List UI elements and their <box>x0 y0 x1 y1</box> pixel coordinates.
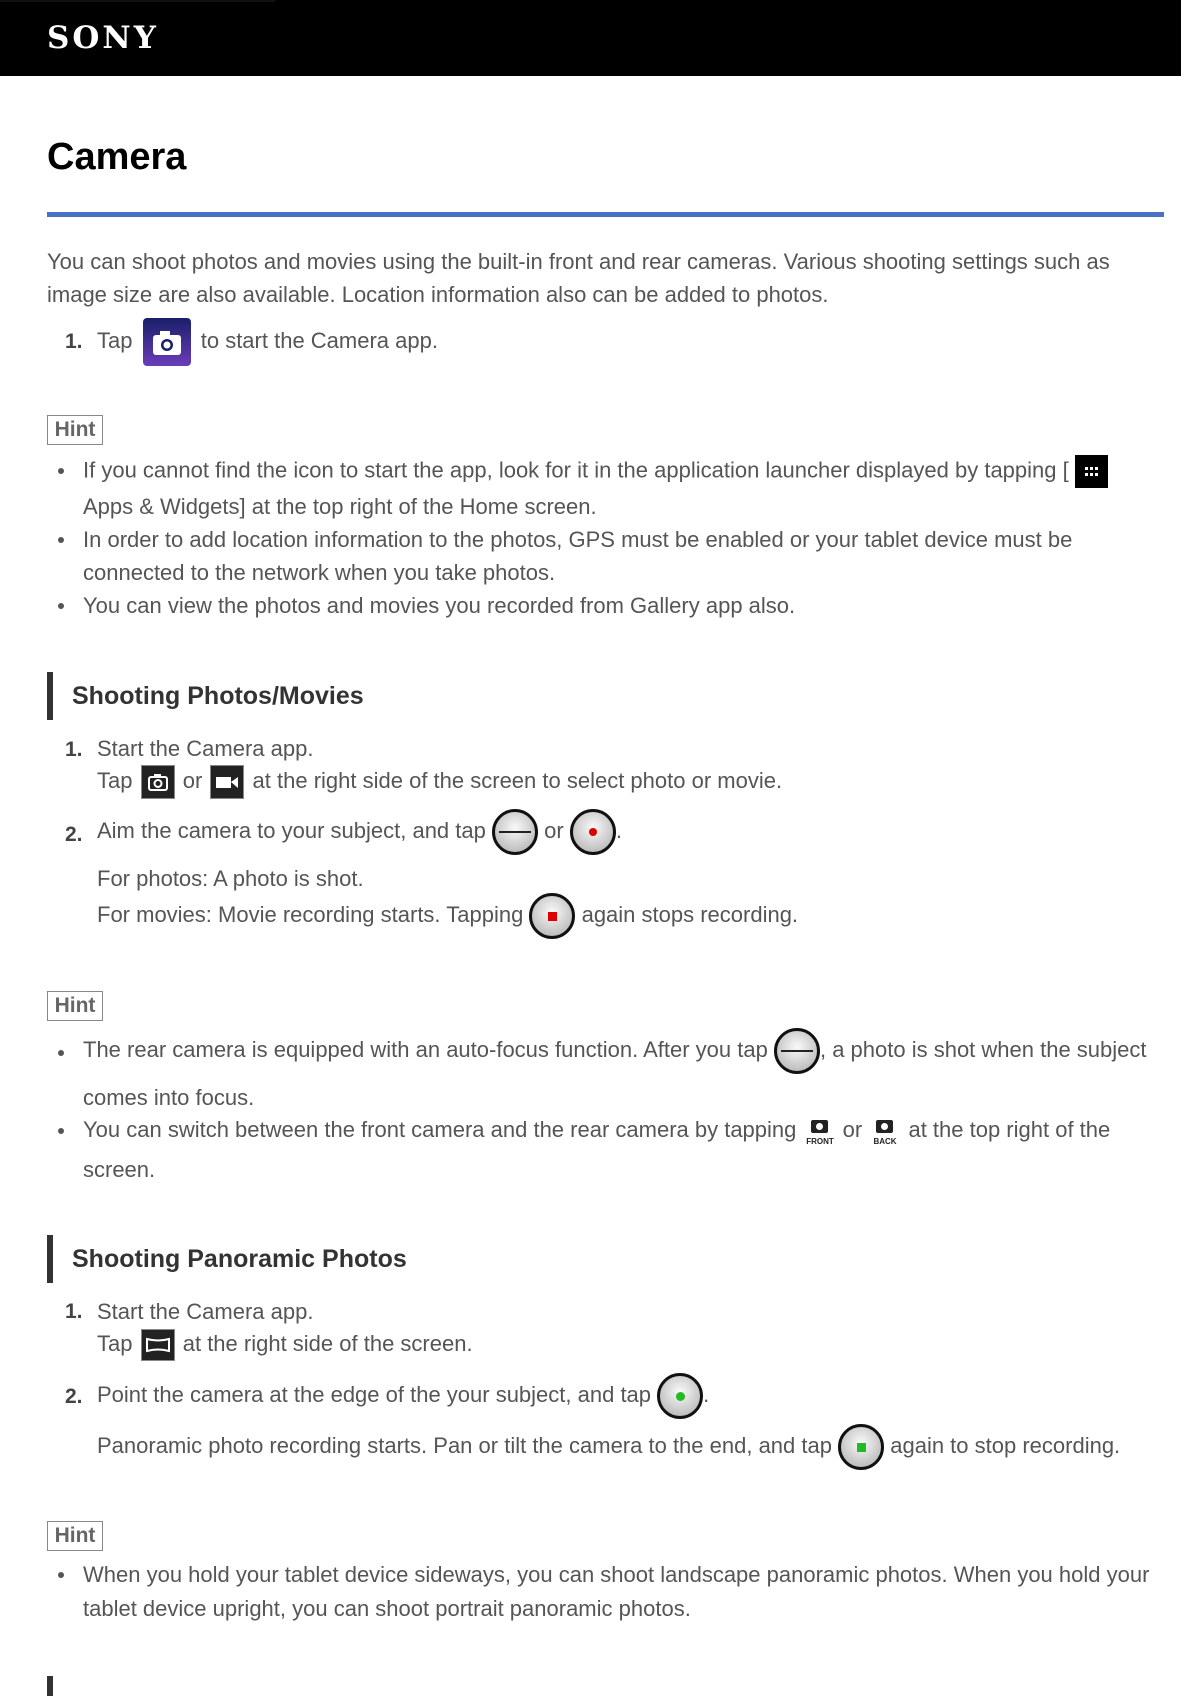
s2-line3-text: Panoramic photo recording starts. Pan or tilt the camera to the end, and tap <box>97 1432 832 1458</box>
intro-step <box>97 318 438 366</box>
intro-step-text: to start the Camera app. <box>200 327 438 353</box>
bullet <box>58 537 64 543</box>
camera-app-icon[interactable] <box>143 318 191 366</box>
hint2-item-1-post: , a photo is shot when the subject <box>819 1036 1147 1062</box>
section-bar <box>47 1235 53 1283</box>
s2-step2 <box>97 1373 709 1419</box>
step-number: 2. <box>65 1385 83 1408</box>
bullet <box>58 1050 64 1056</box>
s2-step2-text: Point the camera at the edge of the your subject, and tap <box>97 1381 652 1407</box>
hint2-item-2-line1 <box>83 1116 1110 1146</box>
shutter-button-icon[interactable] <box>492 809 538 855</box>
hint2-item-2-post: at the top right of the <box>908 1116 1111 1142</box>
hint3-line1: When you hold your tablet device sideways, you can shoot landscape panoramic photos. When you hold your <box>83 1562 1150 1587</box>
bullet <box>58 468 64 474</box>
s2-line3 <box>97 1424 1120 1470</box>
video-mode-icon[interactable] <box>210 765 244 799</box>
intro-step-tap: Tap <box>97 327 133 353</box>
front-label: FRONT <box>805 1137 834 1146</box>
s1-step1-rest: at the right side of the screen to select photo or movie. <box>252 767 783 793</box>
hint1-item-1-line1 <box>83 455 1108 488</box>
page-title: Camera <box>47 136 187 178</box>
sony-logo: SONY <box>47 20 159 56</box>
hint1-item-3: You can view the photos and movies you recorded from Gallery app also. <box>83 593 796 618</box>
s1-step1-line1: Start the Camera app. <box>97 736 314 761</box>
s1-step2-text: Aim the camera to your subject, and tap <box>97 817 486 843</box>
panorama-mode-icon[interactable] <box>141 1329 175 1361</box>
front-camera-switch-icon[interactable] <box>803 1116 837 1146</box>
period: . <box>703 1381 710 1407</box>
hint-label-2: Hint <box>47 991 103 1021</box>
movies-post: again stops recording. <box>581 901 799 927</box>
s1-step1-line2 <box>97 765 782 799</box>
stop-record-button-icon[interactable] <box>529 893 575 939</box>
hint2-item-1-text: The rear camera is equipped with an auto-focus function. After you tap <box>83 1036 768 1062</box>
back-label: BACK <box>873 1137 897 1146</box>
s2-line3-post: again to stop recording. <box>890 1432 1121 1458</box>
step-number: 1. <box>65 738 83 761</box>
shutter-button-icon[interactable] <box>774 1028 820 1074</box>
s2-step1-rest: at the right side of the screen. <box>182 1330 473 1356</box>
hint2-item-1-line2: comes into focus. <box>83 1085 255 1110</box>
hint2-item-1-line1 <box>83 1028 1147 1074</box>
movies-text: For movies: Movie recording starts. Tapping <box>97 901 524 927</box>
hint3-line2: tablet device upright, you can shoot portrait panoramic photos. <box>83 1596 691 1621</box>
photo-mode-icon[interactable] <box>141 765 175 799</box>
or-text: or <box>842 1116 863 1142</box>
bullet <box>58 603 64 609</box>
s1-movies-line <box>97 893 798 939</box>
back-camera-switch-icon[interactable] <box>868 1116 902 1146</box>
hint2-item-2-line2: screen. <box>83 1157 156 1182</box>
panorama-start-button-icon[interactable] <box>657 1373 703 1419</box>
hint1-item-1-text: If you cannot find the icon to start the app, look for it in the application launcher displayed by tapping [ <box>83 457 1069 483</box>
s2-step1-line2 <box>97 1329 473 1361</box>
hint-label-1: Hint <box>47 415 103 445</box>
section-title: Shooting Photos/Movies <box>72 682 364 710</box>
or-text: or <box>544 817 564 843</box>
next-section-bar <box>47 1676 53 1696</box>
top-header <box>0 0 1181 76</box>
tap-text: Tap <box>97 767 133 793</box>
title-rule <box>47 212 1164 217</box>
section-title: Shooting Panoramic Photos <box>72 1245 407 1273</box>
hint1-item-2-line1: In order to add location information to the photos, GPS must be enabled or your tablet device must be <box>83 527 1073 552</box>
record-button-icon[interactable] <box>570 809 616 855</box>
period: . <box>615 817 622 843</box>
section-bar <box>47 672 53 720</box>
hint1-item-2-line2: connected to the network when you take photos. <box>83 560 556 585</box>
intro-paragraph: You can shoot photos and movies using the built-in front and rear cameras. Various shooting settings such as image size are also available. Location information also can be added to photos. <box>47 249 1110 307</box>
s1-step2 <box>97 809 622 855</box>
s2-step1-line1: Start the Camera app. <box>97 1299 314 1324</box>
bullet <box>58 1128 64 1134</box>
step-number: 1. <box>65 1300 83 1323</box>
or-text: or <box>182 767 203 793</box>
step-number: 2. <box>65 823 83 846</box>
hint2-item-2-text: You can switch between the front camera and the rear camera by tapping <box>83 1116 797 1142</box>
apps-grid-icon <box>1075 455 1108 488</box>
header-strip <box>0 0 275 2</box>
tap-text: Tap <box>97 1330 133 1356</box>
s1-photos-line: For photos: A photo is shot. <box>97 866 364 891</box>
panorama-stop-button-icon[interactable] <box>838 1424 884 1470</box>
intro-step-number: 1. <box>65 330 83 353</box>
hint1-item-1-line2: Apps & Widgets] at the top right of the Home screen. <box>83 494 597 519</box>
hint-label-3: Hint <box>47 1521 103 1551</box>
bullet <box>58 1572 64 1578</box>
